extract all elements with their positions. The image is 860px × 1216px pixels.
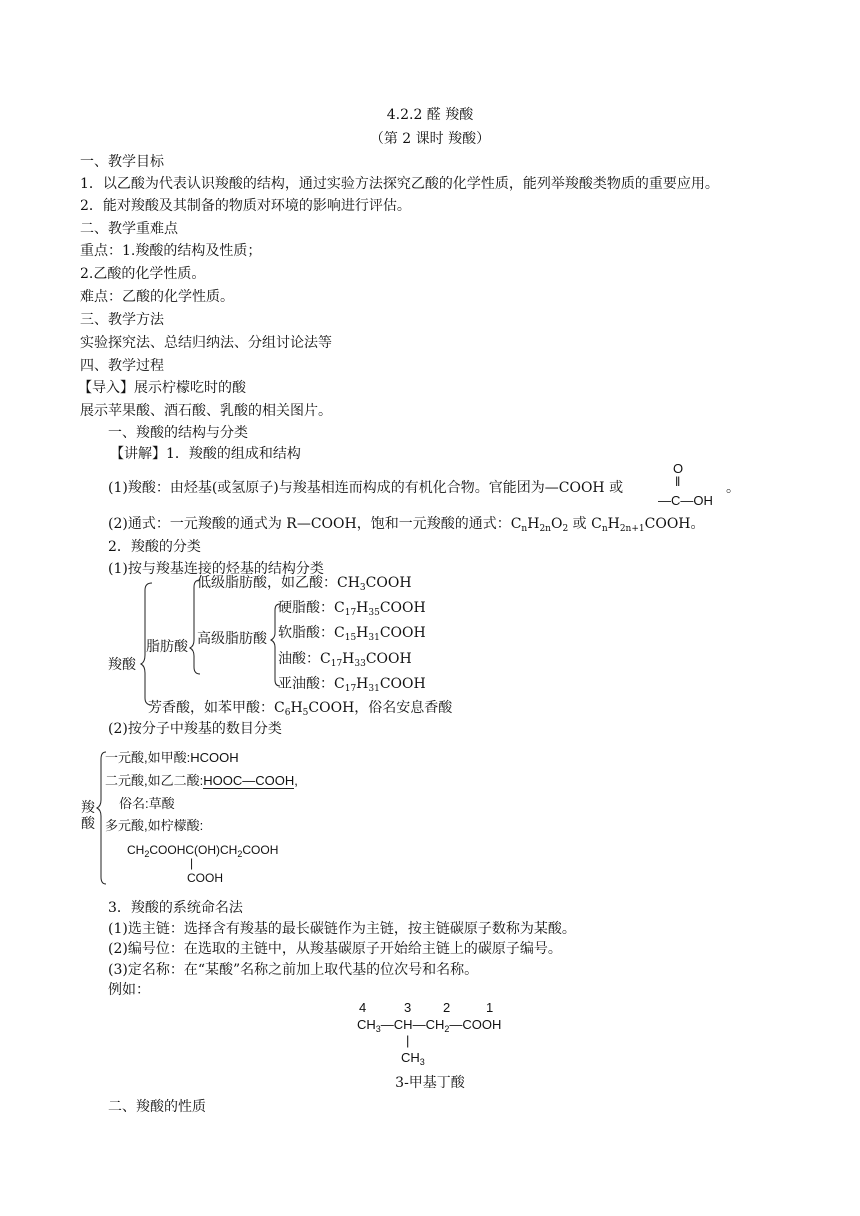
cooh-oxygen: O [673,461,684,476]
tree2-common-name: 俗名:草酸 [119,796,175,811]
intro-tag: 【导入】 [78,380,134,396]
classification-by-count: (2)按分子中羧基的数目分类 [108,721,282,737]
tree1-aliphatic: 脂肪酸 [146,639,188,655]
tree1-oleic: 油酸：$C_{17}H_{33}COOH$ [278,651,412,669]
naming-step-2: (2)编号位：在选取的主链中，从羧基碳原子开始给主链上的碳原子编号。 [108,941,562,957]
tree2-mono: 一元酸,如甲酸:HCOOH [105,750,239,765]
doc-title: 4.2.2 醛 羧酸 [386,107,474,123]
citric-acid-bond: | [190,856,194,870]
difficult-point: 难点：乙酸的化学性质。 [80,289,234,305]
cooh-double-bond: ‖ [675,474,681,489]
tree2-di-formula: HOOC—COOH [203,773,295,788]
goal-1: 1．以乙酸为代表认识羧酸的结构，通过实验方法探究乙酸的化学性质，能列举羧酸类物质的重要应用。 [80,176,719,192]
naming-step-1: (1)选主链：选择含有羧基的最长碳链作为主链，按主链碳原子数称为某酸。 [108,921,576,937]
tree1-root: 羧酸 [108,657,136,673]
methods-text: 实验探究法、总结归纳法、分组讨论法等 [80,335,332,351]
cooh-chain: —C—OH [658,493,713,508]
tree2-di: 二元酸,如乙二酸:HOOC—COOH, [105,773,298,788]
naming-title: 3．羧酸的系统命名法 [108,900,243,916]
lecture-tag: 【讲解】 [110,446,166,462]
key-point-1: 重点：1.羧酸的结构及性质； [80,243,262,259]
doc-subtitle: （第 2 课时 羧酸） [369,131,491,147]
part2-heading: 二、羧酸的性质 [108,1099,206,1115]
definition-end: 。 [726,480,740,496]
tree1-linoleic: 亚油酸：$C_{17}H_{31}COOH$ [278,676,426,694]
general-formula: (2)通式：一元羧酸的通式为 R—COOH，饱和一元羧酸的通式：$C_nH_{2n}O_2$ 或 $C_nH_{2n+1}COOH$。 [108,516,705,534]
citric-acid-branch: COOH [187,871,223,885]
example-name: 3-甲基丁酸 [395,1075,465,1091]
goal-2: 2．能对羧酸及其制备的物质对环境的影响进行评估。 [80,198,411,214]
intro-text: 展示柠檬吃时的酸 [134,380,246,396]
tree1-aromatic: 芳香酸，如苯甲酸：$C_6H_5COOH$，俗名安息香酸 [148,700,453,718]
example-main-chain: $CH_3—CH—CH_2—COOH$ [357,1017,502,1034]
example-branch-bond: | [406,1033,410,1048]
key-point-2: 2.乙酸的化学性质。 [80,266,206,282]
carbon-number-3: 3 [404,1000,412,1015]
lecture-text: 1．羧酸的组成和结构 [166,446,301,462]
tree1-low-aliphatic: 低级脂肪酸，如乙酸：$CH_3COOH$ [197,575,412,593]
tree1-stearic: 硬脂酸：$C_{17}H_{35}COOH$ [278,600,426,618]
citric-acid-main: $CH_2COOHC(OH)CH_2COOH$ [127,843,279,859]
example-label: 例如： [108,982,150,998]
tree1-high-aliphatic: 高级脂肪酸 [197,631,267,647]
carboxylic-acid-definition: (1)羧酸：由烃基(或氢原子)与羧基相连而构成的有机化合物。官能团为—COOH 或 [108,480,624,496]
section-heading-methods: 三、教学方法 [80,312,164,328]
carbon-number-2: 2 [443,1000,451,1015]
section-heading-key-points: 二、教学重难点 [80,221,178,237]
carbon-number-1: 1 [486,1000,494,1015]
tree1-palmitic: 软脂酸：$C_{15}H_{31}COOH$ [278,625,426,643]
part1-heading: 一、羧酸的结构与分类 [108,425,248,441]
naming-step-3: (3)定名称：在“某酸”名称之前加上取代基的位次号和名称。 [108,962,479,978]
section-heading-process: 四、教学过程 [80,358,164,374]
classification-title: 2．羧酸的分类 [108,539,201,555]
intro-line-2: 展示苹果酸、酒石酸、乳酸的相关图片。 [80,403,332,419]
classification-by-hydrocarbon: (1)按与羧基连接的烃基的结构分类 [108,561,324,577]
section-heading-goals: 一、教学目标 [80,154,164,170]
example-branch: $CH_3$ [401,1050,425,1067]
brace-aliphatic [190,580,200,674]
carbon-number-4: 4 [359,1000,367,1015]
tree2-root: 羧 酸 [81,800,95,832]
tree2-poly: 多元酸,如柠檬酸: [105,818,204,833]
